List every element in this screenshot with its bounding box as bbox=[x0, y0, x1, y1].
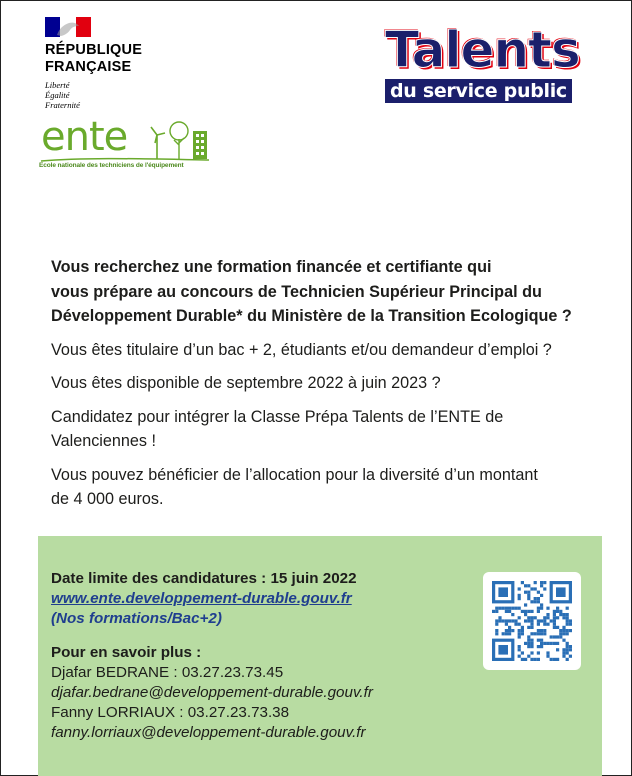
qr-code[interactable] bbox=[483, 572, 581, 670]
lead-question bbox=[51, 255, 611, 329]
marianne-flag-icon bbox=[45, 17, 91, 37]
rf-name-line2: FRANÇAISE bbox=[45, 59, 132, 75]
ente-logo bbox=[39, 114, 211, 171]
talents-word: Talents bbox=[385, 21, 580, 79]
ente-caption: Ecole nationale des techniciens de l'équipement bbox=[39, 162, 184, 169]
ente-word: ente bbox=[41, 114, 128, 160]
talents-logo bbox=[385, 23, 585, 103]
main-content bbox=[51, 255, 611, 521]
rf-name-line1: RÉPUBLIQUE bbox=[45, 42, 143, 58]
lead-line-1: Vous recherchez une formation financée et certifiante qui bbox=[51, 258, 492, 276]
contact-box bbox=[38, 536, 602, 776]
contact-1-email[interactable]: djafar.bedrane@developpement-durable.gouv.fr bbox=[51, 684, 373, 701]
para-apply bbox=[51, 405, 611, 454]
para-allowance bbox=[51, 463, 611, 512]
para-allowance-line-1: Vous pouvez bénéficier de l’allocation pour la diversité d’un montant bbox=[51, 465, 538, 484]
para-allowance-line-2: de 4 000 euros. bbox=[51, 490, 164, 508]
rf-motto-fraternite: Fraternité bbox=[45, 100, 80, 110]
republique-francaise-logo bbox=[45, 17, 142, 110]
website-link[interactable]: www.ente.developpement-durable.gouv.fr bbox=[51, 590, 352, 607]
contact-2-name: Fanny LORRIAUX : 03.27.23.73.38 bbox=[51, 704, 290, 721]
website-link-sub: (Nos formations/Bac+2) bbox=[51, 610, 222, 627]
para-apply-line-1: Candidatez pour intégrer la Classe Prépa Talents de l’ENTE de bbox=[51, 407, 504, 426]
para-availability: Vous êtes disponible de septembre 2022 à juin 2023 ? bbox=[51, 374, 441, 392]
rf-motto-liberte: Liberté bbox=[45, 80, 70, 90]
contact-2-email[interactable]: fanny.lorriaux@developpement-durable.gouv.fr bbox=[51, 724, 366, 741]
rf-motto-egalite: Égalité bbox=[45, 90, 70, 100]
talents-subtitle: du service public bbox=[385, 79, 572, 103]
deadline-text: Date limite des candidatures : 15 juin 2022 bbox=[51, 570, 357, 587]
lead-line-2: vous prépare au concours de Technicien Supérieur Principal du bbox=[51, 282, 542, 301]
para-apply-line-2: Valenciennes ! bbox=[51, 432, 156, 450]
para-eligibility: Vous êtes titulaire d’un bac + 2, étudiants et/ou demandeur d’emploi ? bbox=[51, 340, 552, 359]
lead-line-3: Développement Durable* du Ministère de la Transition Ecologique ? bbox=[51, 307, 572, 325]
qr-code-icon bbox=[492, 581, 572, 661]
contact-1-name: Djafar BEDRANE : 03.27.23.73.45 bbox=[51, 664, 284, 681]
more-info-heading: Pour en savoir plus : bbox=[51, 644, 202, 661]
